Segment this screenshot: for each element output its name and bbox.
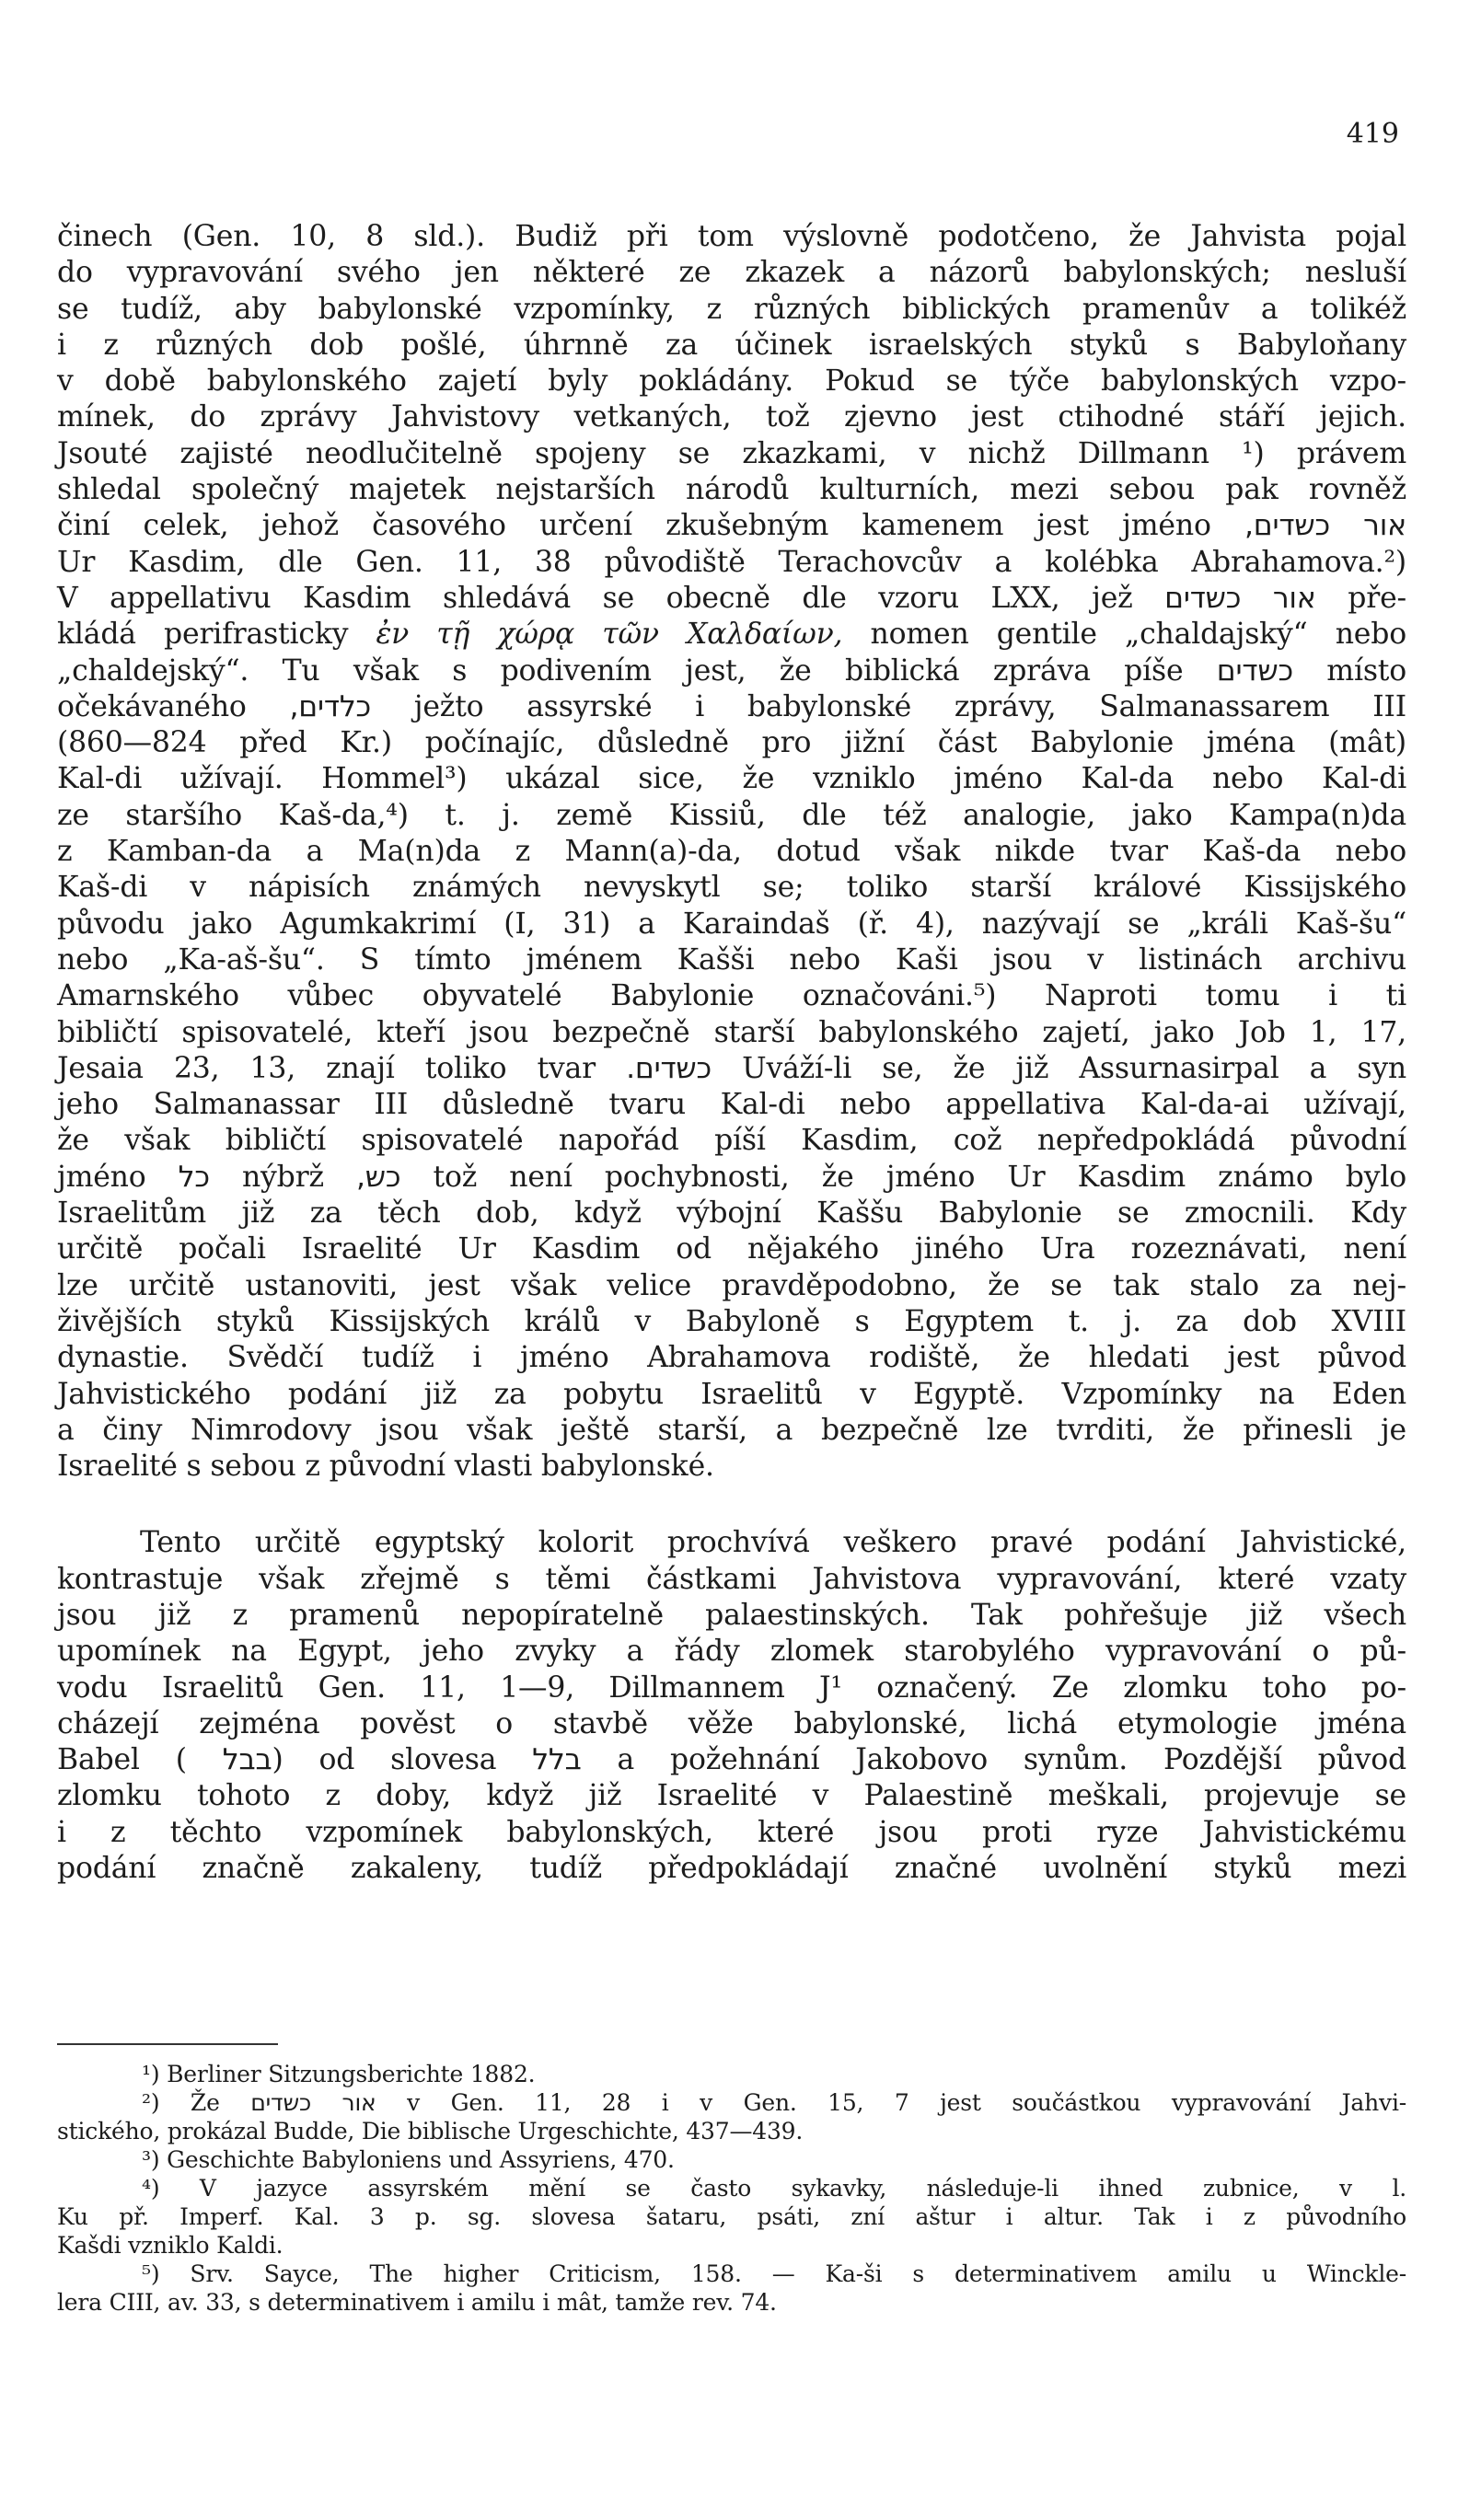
text-run: ⁵) Srv. Sayce, The higher Criticism, 158. — Ka-ši s determinativem amilu u Winckle-: [142, 2260, 1406, 2287]
text-run: ) od slovesa: [272, 1743, 497, 1777]
text-line: [57, 1778, 1406, 1814]
text-line: [57, 219, 1406, 255]
text-run: dynastie. Svědčí tudíž i jméno Abrahamova rodiště, že hledati jest původ: [57, 1341, 1406, 1375]
text-run: (860—824 před Kr.) počínajíc, důsledně pro jižní část Babylonie jména (mât): [57, 726, 1406, 760]
text-line: [57, 689, 1406, 725]
text-line: [57, 292, 1406, 328]
text-line: [57, 1706, 1406, 1742]
text-line: [57, 472, 1406, 508]
text-run: činí celek, jehož časového určení zkušebným kamenem jest jméno: [57, 509, 1211, 543]
text-line: [57, 1598, 1406, 1634]
text-line: [57, 1123, 1406, 1159]
text-run: stického, prokázal Budde, Die biblische Urgeschichte, 437—439.: [57, 2118, 804, 2144]
text-line: [57, 1160, 1406, 1196]
text-run: Kašdi vzniklo Kaldi.: [57, 2232, 284, 2259]
text-line: [57, 328, 1406, 364]
text-run: lera CIII, av. 33, s determinativem i amilu i mât, tamže rev. 74.: [57, 2289, 777, 2316]
text-run: tož není pochybnosti, že jméno Ur Kasdim známo bylo: [400, 1160, 1406, 1194]
footnote-line: [57, 2231, 1406, 2260]
text-line: [57, 725, 1406, 761]
text-run: cházejí zejména pověst o stavbě věže babylonské, lichá etymologie jména: [57, 1706, 1406, 1740]
text-run: podání značně zakaleny, tudíž předpokládají značné uvolnění styků mezi: [57, 1852, 1406, 1886]
hebrew-text: כש,: [355, 1160, 401, 1194]
text-run: v době babylonského zajetí byly pokládány. Pokud se týče babylonských vzpo-: [57, 364, 1406, 399]
text-run: ⁴) V jazyce assyrském mění se často sykavky, následuje-li ihned zubnice, v l.: [142, 2175, 1406, 2202]
footnote-line: [57, 2060, 1406, 2088]
hebrew-text: אור כשדים: [1164, 581, 1316, 615]
footnote-line: [57, 2117, 1406, 2145]
text-line: [57, 1231, 1406, 1267]
text-line: [57, 1196, 1406, 1231]
text-run: vodu Israelitů Gen. 11, 1—9, Dillmannem J¹ označený. Ze zlomku toho po-: [57, 1670, 1406, 1705]
text-run: Ur Kasdim, dle Gen. 11, 38 původiště Terachovcův a kolébka Abrahamova.²): [57, 545, 1406, 579]
text-run: kontrastuje však zřejmě s těmi částkami Jahvistova vypravování, které vzaty: [57, 1562, 1406, 1596]
text-run: z Kamban-da a Ma(n)da z Mann(a)-da, dotud však nikde tvar Kaš-da nebo: [57, 835, 1406, 869]
footnote-line: [57, 2174, 1406, 2202]
text-run: „chaldejský“. Tu však s podivením jest, že biblická zpráva píše: [57, 653, 1184, 688]
text-line: [57, 1268, 1406, 1304]
text-line: [57, 399, 1406, 435]
text-run: zlomku tohoto z doby, když již Israelité v Palaestině meškali, projevuje se: [57, 1779, 1406, 1813]
page-number: 419: [1346, 118, 1399, 150]
text-run: Israelité s sebou z původní vlasti babylonské.: [57, 1450, 714, 1484]
hebrew-text: בבל: [222, 1743, 272, 1777]
text-run: se tudíž, aby babylonské vzpomínky, z různých biblických pramenův a tolikéž: [57, 292, 1406, 326]
text-line: [57, 1525, 1406, 1561]
text-line: [57, 978, 1406, 1014]
paragraph-gap: [57, 1485, 1406, 1525]
footnote-line: [57, 2202, 1406, 2231]
text-run: ježto assyrské i babylonské zprávy, Salmanassarem III: [371, 689, 1406, 723]
text-run: Amarnského vůbec obyvatelé Babylonie označováni.⁵) Naproti tomu i ti: [57, 979, 1406, 1013]
text-run: činech (Gen. 10, 8 sld.). Budiž při tom výslovně podotčeno, že Jahvista pojal: [57, 220, 1406, 253]
text-run: Israelitům již za těch dob, když výbojní Kaššu Babylonie se zmocnili. Kdy: [57, 1196, 1406, 1231]
text-line: [57, 436, 1406, 472]
text-run: Jsouté zajisté neodlučitelně spojeny se zkazkami, v nichž Dillmann ¹) právem: [57, 436, 1406, 470]
hebrew-text: אור כשדים: [250, 2089, 376, 2116]
text-run: pře-: [1315, 581, 1406, 615]
text-run: kládá perifrasticky: [57, 618, 349, 652]
text-run: Tento určitě egyptský kolorit prochvívá veškero pravé podání Jahvistické,: [140, 1526, 1406, 1560]
text-line: [57, 1851, 1406, 1887]
text-run: ³) Geschichte Babyloniens und Assyriens, 470.: [142, 2146, 675, 2173]
text-line: [57, 581, 1406, 617]
text-run: Jahvistického podání již za pobytu Israelitů v Egyptě. Vzpomínky na Eden: [57, 1377, 1406, 1411]
text-line: [57, 1377, 1406, 1413]
text-line: [57, 545, 1406, 581]
text-run: Uváží-li se, že již Assurnasirpal a syn: [712, 1051, 1407, 1085]
text-line: [57, 1562, 1406, 1598]
text-run: ²) Že: [142, 2089, 220, 2116]
text-run: i z různých dob pošlé, úhrnně za účinek israelských styků s Babyloňany: [57, 328, 1406, 362]
text-run: místo: [1292, 653, 1407, 688]
text-run: ¹) Berliner Sitzungsberichte 1882.: [142, 2061, 536, 2087]
text-line: [57, 1087, 1406, 1123]
footnote-line: [57, 2088, 1406, 2117]
text-run: i z těchto vzpomínek babylonských, které jsou proti ryze Jahvistickému: [57, 1815, 1406, 1849]
text-line: [57, 1413, 1406, 1449]
text-line: [57, 798, 1406, 834]
text-line: [57, 1015, 1406, 1051]
text-run: Ku př. Imperf. Kal. 3 p. sg. slovesa šataru, psáti, zní aštur i altur. Tak i z původního: [57, 2203, 1406, 2230]
text-line: [57, 907, 1406, 942]
text-run: nebo „Ka-aš-šu“. S tímto jménem Kašši nebo Kaši jsou v listinách archivu: [57, 942, 1406, 977]
text-run: původu jako Agumkakrimí (I, 31) a Karaindaš (ř. 4), nazývají se „králi Kaš-šu“: [57, 907, 1406, 941]
text-line: [57, 761, 1406, 797]
text-run: živějších styků Kissijských králů v Babyloně s Egyptem t. j. za dob XVIII: [57, 1304, 1406, 1338]
text-run: bibličtí spisovatelé, kteří jsou bezpečně starší babylonského zajetí, jako Job 1, 17,: [57, 1015, 1406, 1049]
text-run: ze staršího Kaš-da,⁴) t. j. země Kissiů, dle též analogie, jako Kampa(n)da: [57, 798, 1406, 832]
text-run: v Gen. 11, 28 i v Gen. 15, 7 jest součástkou vypravování Jahvi-: [376, 2089, 1406, 2116]
text-run: že však bibličtí spisovatelé napořád píší Kasdim, což nepředpokládá původní: [57, 1124, 1406, 1158]
text-run: určitě počali Israelité Ur Kasdim od nějakého jiného Ura rozeznávati, není: [57, 1232, 1406, 1266]
text-line: [57, 1449, 1406, 1485]
text-line: [57, 1670, 1406, 1706]
hebrew-text: כשדים: [1216, 653, 1293, 688]
footnotes: [57, 2060, 1406, 2317]
hebrew-text: כלדים,: [289, 689, 372, 723]
hebrew-text: אור כשדים,: [1244, 509, 1406, 543]
text-run: a činy Nimrodovy jsou však ještě starší, a bezpečně lze tvrditi, že přinesli je: [57, 1413, 1406, 1447]
text-run: do vypravování svého jen některé ze zkazek a názorů babylonských; nesluší: [57, 256, 1406, 290]
text-run: shledal společný majetek nejstarších národů kulturních, mezi sebou pak rovněž: [57, 473, 1406, 507]
footnote-line: [57, 2145, 1406, 2174]
text-line: [57, 1304, 1406, 1340]
text-run: Babel (: [57, 1743, 187, 1777]
text-line: [57, 617, 1406, 653]
text-run: Kaš-di v nápisích známých nevyskytl se; toliko starší králové Kissijského: [57, 871, 1406, 905]
text-line: [57, 834, 1406, 870]
footnote-line: [57, 2260, 1406, 2288]
text-run: nýbrž: [209, 1160, 324, 1194]
footnote-divider: [57, 2043, 278, 2045]
text-run: upomínek na Egypt, jeho zvyky a řády zlomek starobylého vypravování o pů-: [57, 1635, 1406, 1669]
text-line: [57, 1340, 1406, 1376]
text-run: lze určitě ustanoviti, jest však velice pravděpodobno, že se tak stalo za nej-: [57, 1268, 1406, 1302]
text-line: [57, 1051, 1406, 1087]
text-run: jsou již z pramenů nepopíratelně palaestinských. Tak pohřešuje již všech: [57, 1598, 1406, 1632]
main-text: [57, 219, 1406, 1887]
text-run: jméno: [57, 1160, 146, 1194]
text-run: jeho Salmanassar III důsledně tvaru Kal-di nebo appellativa Kal-da-ai užívají,: [57, 1088, 1406, 1122]
text-line: [57, 364, 1406, 399]
text-line: [57, 1634, 1406, 1670]
hebrew-text: כשדים.: [626, 1051, 712, 1085]
text-line: [57, 1815, 1406, 1851]
text-line: [57, 508, 1406, 544]
text-line: [57, 653, 1406, 689]
text-line: [57, 942, 1406, 978]
hebrew-text: כל: [178, 1160, 210, 1194]
text-run: a požehnání Jakobovo synům. Pozdější původ: [581, 1743, 1406, 1777]
text-run: V appellativu Kasdim shledává se obecně dle vzoru LXX, jež: [57, 581, 1133, 615]
hebrew-text: בלל: [532, 1743, 582, 1777]
footnote-line: [57, 2288, 1406, 2317]
text-run: Jesaia 23, 13, znají toliko tvar: [57, 1051, 596, 1085]
text-run: Kal-di užívají. Hommel³) ukázal sice, že vzniklo jméno Kal-da nebo Kal-di: [57, 762, 1406, 796]
text-run: očekávaného: [57, 689, 247, 723]
greek-text: ἐν τῇ χώρᾳ τῶν Χαλδαίων,: [376, 618, 843, 652]
text-line: [57, 255, 1406, 291]
text-run: nomen gentile „chaldajský“ nebo: [842, 618, 1406, 652]
text-run: mínek, do zprávy Jahvistovy vetkaných, tož zjevno jest ctihodné stáří jejich.: [57, 400, 1406, 434]
text-line: [57, 870, 1406, 906]
text-line: [57, 1742, 1406, 1778]
